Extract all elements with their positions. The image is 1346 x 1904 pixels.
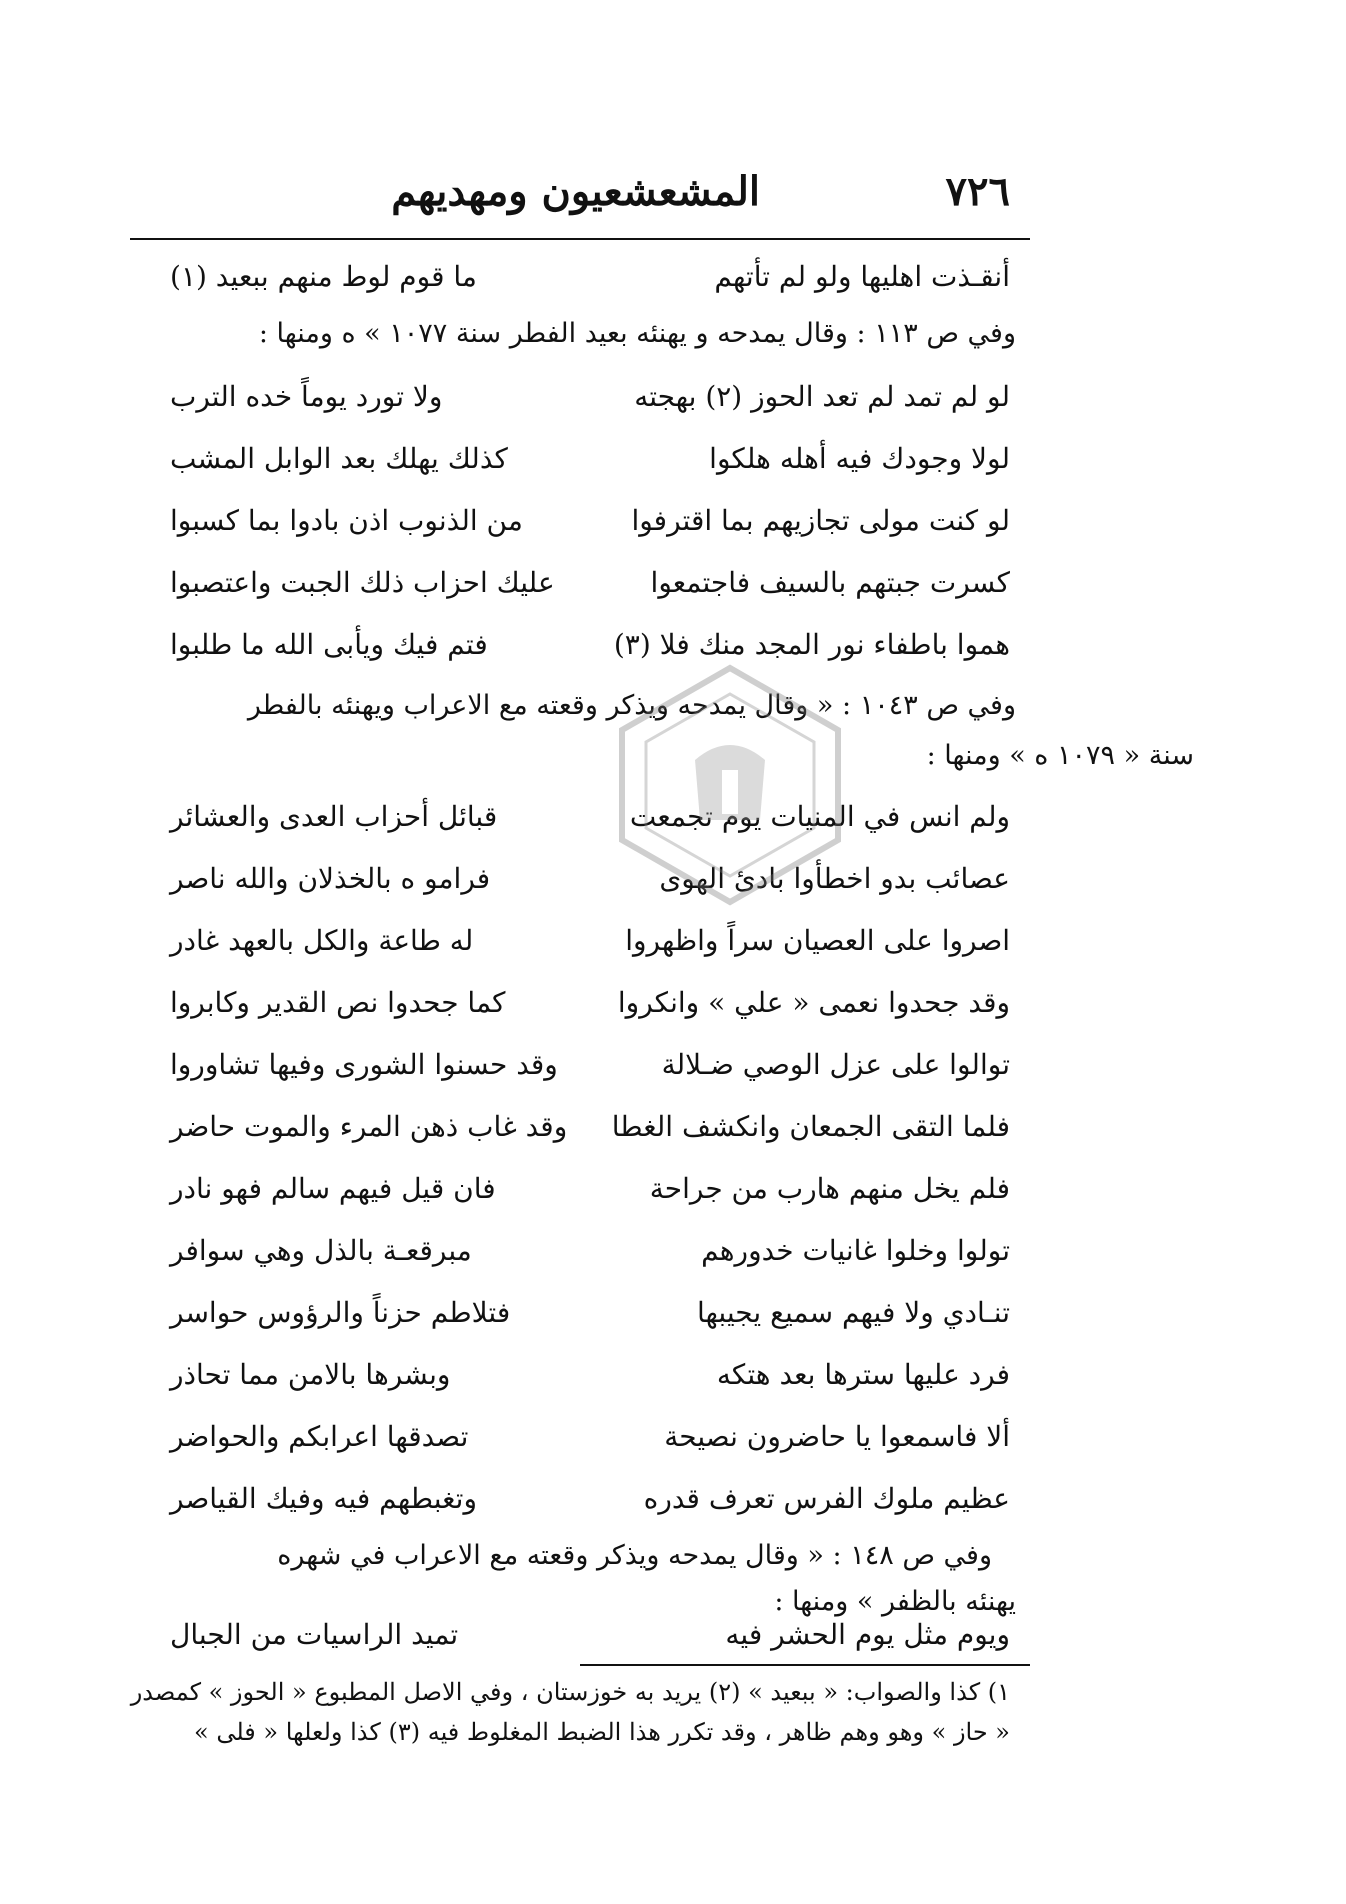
prose-line: سنة « ١٠٧٩ ه » ومنها : (926, 740, 1194, 771)
verse-second-hemistich: وبشرها بالامن مما تحاذر (170, 1358, 451, 1391)
verse-second-hemistich: فرامو ه بالخذلان والله ناصر (170, 862, 491, 895)
verse-line (170, 380, 1010, 422)
verse-second-hemistich: فتم فيك ويأبى الله ما طلبوا (170, 628, 488, 661)
verse-first-hemistich: هموا باطفاء نور المجد منك فلا (٣) (613, 628, 1010, 661)
verse-line (170, 260, 1010, 302)
verse-second-hemistich: قبائل أحزاب العدى والعشائر (170, 800, 498, 833)
verse-first-hemistich: عصائب بدو اخطأوا بادئ الهوى (659, 862, 1010, 895)
verse-line (170, 986, 1010, 1028)
verse-line (170, 862, 1010, 904)
verse-first-hemistich: فلم يخل منهم هارب من جراحة (649, 1172, 1010, 1205)
verse-line (170, 504, 1010, 546)
verse-first-hemistich: تنـادي ولا فيهم سميع يجيبها (696, 1296, 1010, 1329)
verse-second-hemistich: وقد حسنوا الشورى وفيها تشاوروا (170, 1048, 558, 1081)
verse-second-hemistich: تصدقها اعرابكم والحواضر (170, 1420, 469, 1453)
verse-first-hemistich: عظيم ملوك الفرس تعرف قدره (643, 1482, 1010, 1515)
verse-line (170, 628, 1010, 670)
verse-first-hemistich: فلما التقى الجمعان وانكشف الغطا (611, 1110, 1010, 1143)
verse-second-hemistich: كذلك يهلك بعد الوابل المشب (170, 442, 508, 475)
verse-line (170, 1172, 1010, 1214)
header-rule (130, 238, 1030, 240)
verse-second-hemistich: تميد الراسيات من الجبال (170, 1618, 459, 1651)
verse-line (170, 924, 1010, 966)
verse-first-hemistich: أنقـذت اهليها ولو لم تأتهم (714, 260, 1010, 293)
verse-line (170, 1618, 1010, 1660)
verse-line (170, 1420, 1010, 1462)
verse-first-hemistich: وقد جحدوا نعمى « علي » وانكروا (617, 986, 1010, 1019)
verse-second-hemistich: ولا تورد يوماً خده الترب (170, 380, 443, 413)
verse-first-hemistich: لو كنت مولى تجازيهم بما اقترفوا (631, 504, 1010, 537)
page-header (150, 168, 1010, 238)
verse-first-hemistich: كسرت جبتهم بالسيف فاجتمعوا (650, 566, 1010, 599)
verse-first-hemistich: تولوا وخلوا غانيات خدورهم (701, 1234, 1010, 1267)
verse-second-hemistich: مبرقعـة بالذل وهي سوافر (170, 1234, 472, 1267)
verse-second-hemistich: عليك احزاب ذلك الجبت واعتصبوا (170, 566, 555, 599)
verse-first-hemistich: توالوا على عزل الوصي ضـلالة (661, 1048, 1010, 1081)
verse-line (170, 1358, 1010, 1400)
verse-line (170, 1048, 1010, 1090)
verse-second-hemistich: فتلاطم حزناً والرؤوس حواسر (170, 1296, 511, 1329)
verse-line (170, 442, 1010, 484)
verse-second-hemistich: وتغبطهم فيه وفيك القياصر (170, 1482, 477, 1515)
verse-first-hemistich: لو لم تمد لم تعد الحوز (٢) بهجته (634, 380, 1010, 413)
verse-first-hemistich: اصروا على العصيان سراً واظهروا (625, 924, 1010, 957)
footnote-line: ١) كذا والصواب: « ببعيد » (٢) يريد به خوزستان ، وفي الاصل المطبوع « الحوز » كمصدر (130, 1678, 1010, 1706)
prose-line: وفي ص ١٠٤٣ : « وقال يمدحه ويذكر وقعته مع الاعراب ويهنئه بالفطر (247, 690, 1016, 721)
verse-second-hemistich: من الذنوب اذن بادوا بما كسبوا (170, 504, 523, 537)
verse-second-hemistich: له طاعة والكل بالعهد غادر (170, 924, 474, 957)
verse-line (170, 1482, 1010, 1524)
prose-line: وفي ص ١٤٨ : « وقال يمدحه ويذكر وقعته مع الاعراب في شهره (277, 1540, 992, 1571)
verse-second-hemistich: كما جحدوا نص القدير وكابروا (170, 986, 506, 1019)
verse-line (170, 800, 1010, 842)
running-title: المشعشعيون ومهديهم (391, 168, 760, 215)
verse-second-hemistich: ما قوم لوط منهم ببعيد (١) (170, 260, 477, 293)
verse-first-hemistich: فرد عليها سترها بعد هتكه (716, 1358, 1010, 1391)
verse-first-hemistich: ولم انس في المنيات يوم تجمعت (629, 800, 1010, 833)
footnote-line: « حاز » وهو وهم ظاهر ، وقد تكرر هذا الضبط المغلوط فيه (٣) كذا ولعلها « فلى » (194, 1718, 1010, 1746)
verse-first-hemistich: ألا فاسمعوا يا حاضرون نصيحة (664, 1420, 1010, 1453)
prose-line: يهنئه بالظفر » ومنها : (774, 1586, 1016, 1617)
verse-first-hemistich: ويوم مثل يوم الحشر فيه (725, 1618, 1010, 1651)
verse-line (170, 566, 1010, 608)
verse-second-hemistich: وقد غاب ذهن المرء والموت حاضر (170, 1110, 568, 1143)
verse-first-hemistich: لولا وجودك فيه أهله هلكوا (709, 442, 1010, 475)
verse-line (170, 1296, 1010, 1338)
footnote-rule (580, 1664, 1030, 1666)
verse-line (170, 1110, 1010, 1152)
prose-line: وفي ص ١١٣ : وقال يمدحه و يهنئه بعيد الفطر سنة ١٠٧٧ » ه ومنها : (258, 318, 1016, 349)
page-number: ٧٢٦ (945, 168, 1010, 215)
library-seal-icon (610, 660, 850, 910)
verse-second-hemistich: فان قيل فيهم سالم فهو نادر (170, 1172, 496, 1205)
verse-line (170, 1234, 1010, 1276)
